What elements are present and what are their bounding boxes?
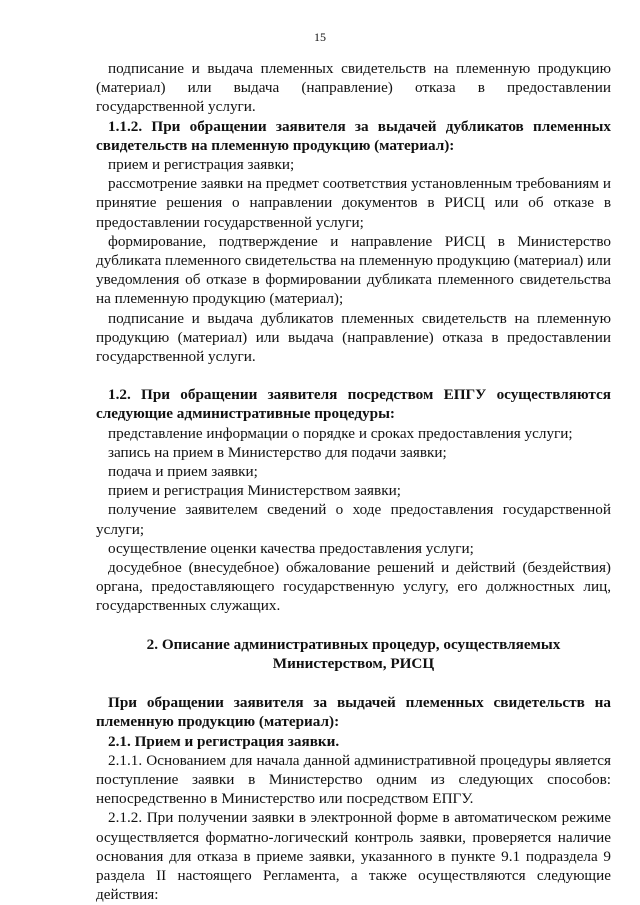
list-item: получение заявителем сведений о ходе предоставления государственной услуги; — [96, 501, 611, 538]
list-item: запись на прием в Министерство для подачи заявки; — [108, 443, 447, 461]
spacer — [96, 366, 611, 385]
section-title-2: 2. Описание административных процедур, осуществляемых Министерством, РИСЦ — [146, 635, 561, 672]
document-body — [96, 59, 611, 904]
paragraph: подписание и выдача племенных свидетельств на племенную продукцию (материал) или выдача (направление) отказа в предоставлении государственной услуги. — [96, 60, 611, 116]
list-item: формирование, подтверждение и направление РИСЦ в Министерство дубликата племенного свидетельства на племенную продукцию (материал) или уведомления об отказе в формировании дубликата племенного свидетельства на племенную продукцию (материал); — [96, 232, 611, 308]
page-number: 15 — [314, 30, 326, 44]
section-heading-1-1-2: 1.1.2. При обращении заявителя за выдачей дубликатов племенных свидетельств на племенную продукцию (материал): — [96, 117, 611, 154]
list-item: осуществление оценки качества предоставления услуги; — [108, 539, 474, 557]
list-item: прием и регистрация Министерством заявки; — [108, 482, 401, 500]
list-item: рассмотрение заявки на предмет соответствия установленным требованиям и принятие решения о направлении документов в РИСЦ или об отказе в предоставлении государственной услуги; — [96, 175, 611, 231]
list-item: прием и регистрация заявки; — [108, 156, 295, 174]
list-item: подписание и выдача дубликатов племенных свидетельств на племенную продукцию (материал) или выдача (направление) отказа в предоставлении государственной услуги. — [96, 309, 611, 366]
spacer — [96, 616, 611, 635]
section-heading-1-2: 1.2. При обращении заявителя посредством ЕПГУ осуществляются следующие административные процедуры: — [96, 386, 611, 423]
section-heading-2-1: 2.1. Прием и регистрация заявки. — [108, 732, 340, 750]
list-item: представление информации о порядке и сроках предоставления услуги; — [108, 424, 573, 442]
spacer — [96, 673, 611, 693]
list-item: досудебное (внесудебное) обжалование решений и действий (бездействия) органа, предоставляющего государственную услугу, его должностных лиц, государственных служащих. — [96, 559, 611, 615]
paragraph-2-1-2: 2.1.2. При получении заявки в электронной форме в автоматическом режиме осуществляется форматно-логический контроль заявки, проверяется наличие основания для отказа в приеме заявки, указанного в пункте 9.1 подраздела 9 раздела II настоящего Регламента, а также осуществляются следующие действия: — [96, 809, 611, 904]
paragraph-2-1-1: 2.1.1. Основанием для начала данной административной процедуры является поступление заявки в Министерство одним из следующих способов: непосредственно в Министерство или посредством ЕПГУ. — [96, 751, 611, 808]
list-item: подача и прием заявки; — [108, 463, 258, 481]
subheading-applicant: При обращении заявителя за выдачей племенных свидетельств на племенную продукцию (материал): — [96, 694, 611, 731]
